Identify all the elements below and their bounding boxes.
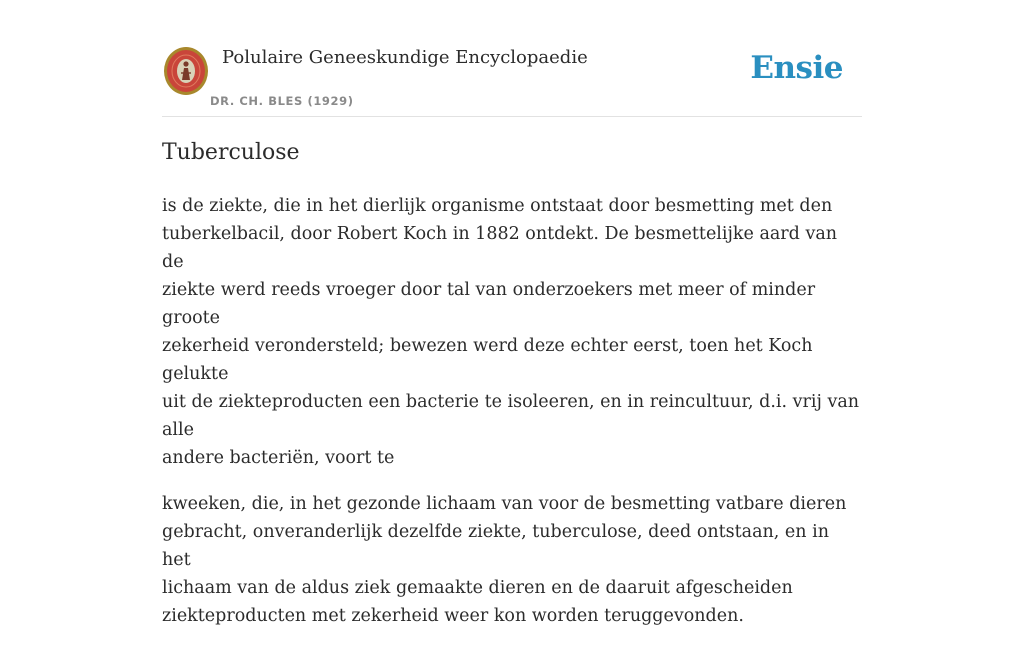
entry-title: Tuberculose bbox=[162, 140, 300, 165]
ensie-logo[interactable]: Ensie bbox=[750, 50, 843, 86]
book-cover-icon[interactable] bbox=[164, 47, 208, 95]
book-author: DR. CH. BLES (1929) bbox=[210, 94, 354, 108]
page-header bbox=[162, 44, 862, 117]
book-title[interactable]: Polulaire Geneeskundige Encyclopaedie bbox=[222, 47, 588, 68]
entry-body bbox=[162, 192, 862, 648]
entry-paragraph: kweeken, die, in het gezonde lichaam van voor de besmetting vatbare dieren gebracht, onveranderlijk dezelfde ziekte, tuberculose, deed ontstaan, en in het lichaam van de aldus ziek gemaakte dieren en de daaruit afgescheiden ziekteproducten met zekerheid weer kon worden teruggevonden. bbox=[162, 494, 847, 626]
entry-paragraph: is de ziekte, die in het dierlijk organisme ontstaat door besmetting met den tuberkelbacil, door Robert Koch in 1882 ontdekt. De besmettelijke aard van de ziekte werd reeds vroeger door tal van onderzoekers met meer of minder groote zekerheid verondersteld; bewezen werd deze echter eerst, toen het Koch gelukte uit de ziekteproducten een bacterie te isoleeren, en in reincultuur, d.i. vrij van alle andere bacteriën, voort te bbox=[162, 196, 860, 468]
